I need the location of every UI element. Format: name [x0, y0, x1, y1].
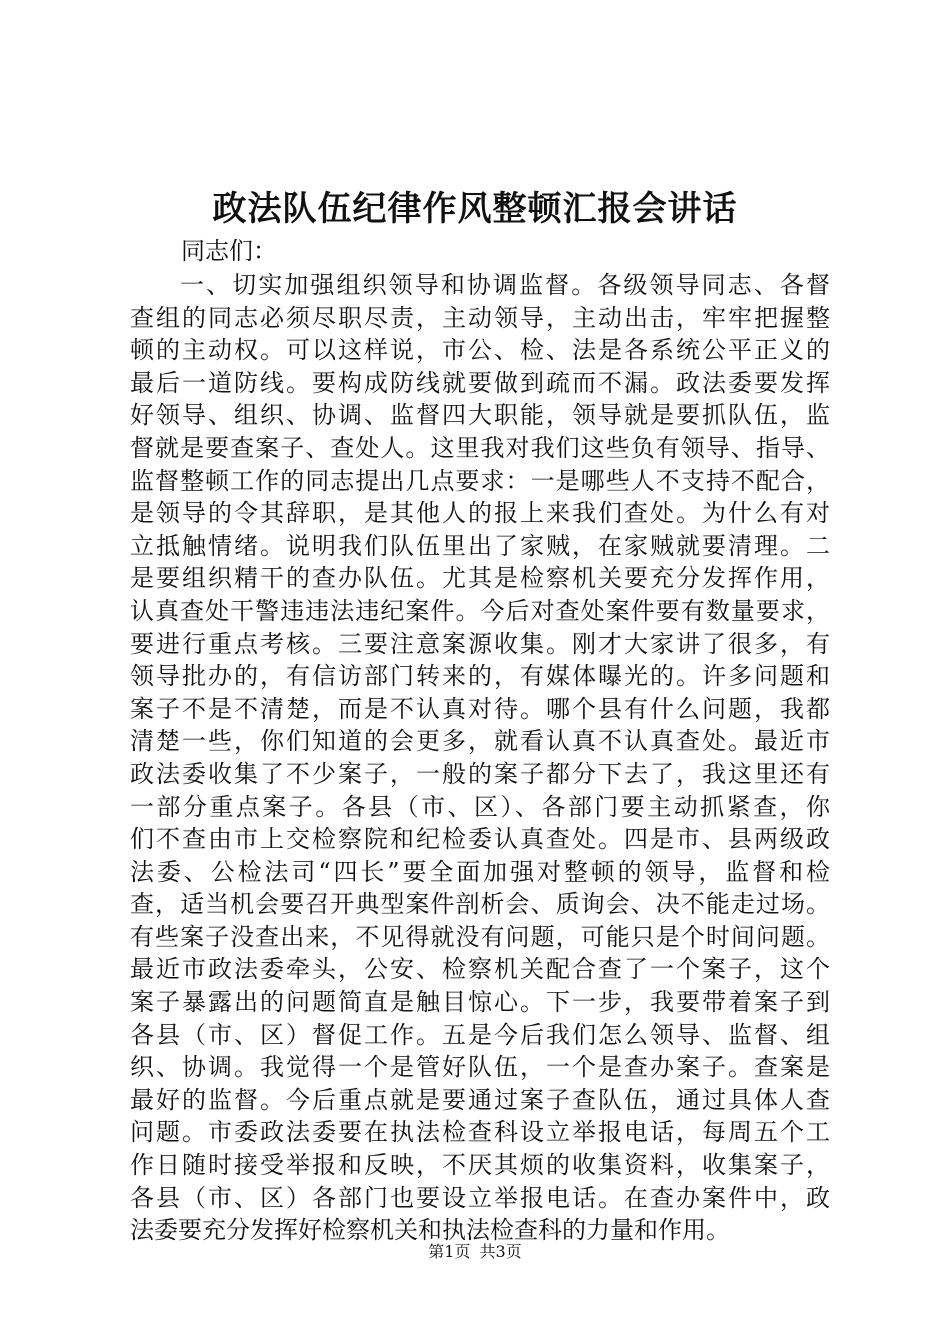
body-text-line: 是要组织精干的查办队伍。尤其是检察机关要充分发挥作用，: [130, 564, 830, 593]
body-text-line: 顿的主动权。可以这样说，市公、检、法是各系统公平正义的: [130, 336, 830, 365]
body-text-line: 领导批办的，有信访部门转来的，有媒体曝光的。许多问题和: [130, 662, 830, 691]
body-text-line: 要进行重点考核。三要注意案源收集。刚才大家讲了很多，有: [130, 629, 830, 658]
body-text-line: 织、协调。我觉得一个是管好队伍，一个是查办案子。查案是: [130, 1053, 830, 1082]
body-text-line: 政法委收集了不少案子，一般的案子都分下去了，我这里还有: [130, 759, 830, 788]
body-text-line: 各县（市、区）各部门也要设立举报电话。在查办案件中，政: [130, 1183, 830, 1212]
body-text-line: 最后一道防线。要构成防线就要做到疏而不漏。政法委要发挥: [130, 368, 830, 397]
body-text-line: 立抵触情绪。说明我们队伍里出了家贼，在家贼就要清理。二: [130, 531, 830, 560]
body-text-line: 一部分重点案子。各县（市、区）、各部门要主动抓紧查，你: [130, 792, 830, 821]
total-pages-label: 共3页: [479, 1242, 522, 1261]
current-page-label: 第1页: [428, 1242, 471, 1261]
body-text-line: 案子不是不清楚，而是不认真对待。哪个县有什么问题，我都: [130, 694, 830, 723]
body-text-line: 一、切实加强组织领导和协调监督。各级领导同志、各督: [180, 271, 830, 299]
body-text-line: 最好的监督。今后重点就是要通过案子查队伍，通过具体人查: [130, 1085, 830, 1114]
body-text-line: 清楚一些，你们知道的会更多，就看认真不认真查处。最近市: [130, 727, 830, 756]
salutation: 同志们：: [181, 237, 277, 265]
body-text-line: 法委要充分发挥好检察机关和执法检查科的力量和作用。: [130, 1216, 730, 1245]
body-text-line: 各县（市、区）督促工作。五是今后我们怎么领导、监督、组: [130, 1020, 830, 1049]
page-footer: [0, 1240, 950, 1264]
document-title: 政法队伍纪律作风整顿汇报会讲话: [212, 189, 738, 229]
body-text-line: 是领导的令其辞职，是其他人的报上来我们查处。为什么有对: [130, 499, 830, 528]
body-text-line: 认真查处干警违违法违纪案件。今后对查处案件要有数量要求，: [130, 596, 830, 625]
body-text-line: 们不查由市上交检察院和纪检委认真查处。四是市、县两级政: [130, 825, 830, 854]
body-text-line: 查组的同志必须尽职尽责，主动领导，主动出击，牢牢把握整: [130, 303, 830, 332]
body-text-line: 好领导、组织、协调、监督四大职能，领导就是要抓队伍，监: [130, 401, 830, 430]
body-text-line: 有些案子没查出来，不见得就没有问题，可能只是个时间问题。: [130, 922, 830, 951]
body-paragraph: [130, 269, 830, 1247]
body-text-line: 问题。市委政法委要在执法检查科设立举报电话，每周五个工: [130, 1118, 830, 1147]
body-text-line: 法委、公检法司“四长”要全面加强对整顿的领导，监督和检: [130, 857, 830, 886]
body-text-line: 案子暴露出的问题简直是触目惊心。下一步，我要带着案子到: [130, 988, 830, 1017]
body-text-line: 查，适当机会要召开典型案件剖析会、质询会、决不能走过场。: [130, 890, 830, 919]
body-text-line: 作日随时接受举报和反映，不厌其烦的收集资料，收集案子，: [130, 1151, 830, 1180]
body-text-line: 监督整顿工作的同志提出几点要求：一是哪些人不支持不配合，: [130, 466, 830, 495]
body-text-line: 督就是要查案子、查处人。这里我对我们这些负有领导、指导、: [130, 433, 830, 462]
body-text-line: 最近市政法委牵头，公安、检察机关配合查了一个案子，这个: [130, 955, 830, 984]
